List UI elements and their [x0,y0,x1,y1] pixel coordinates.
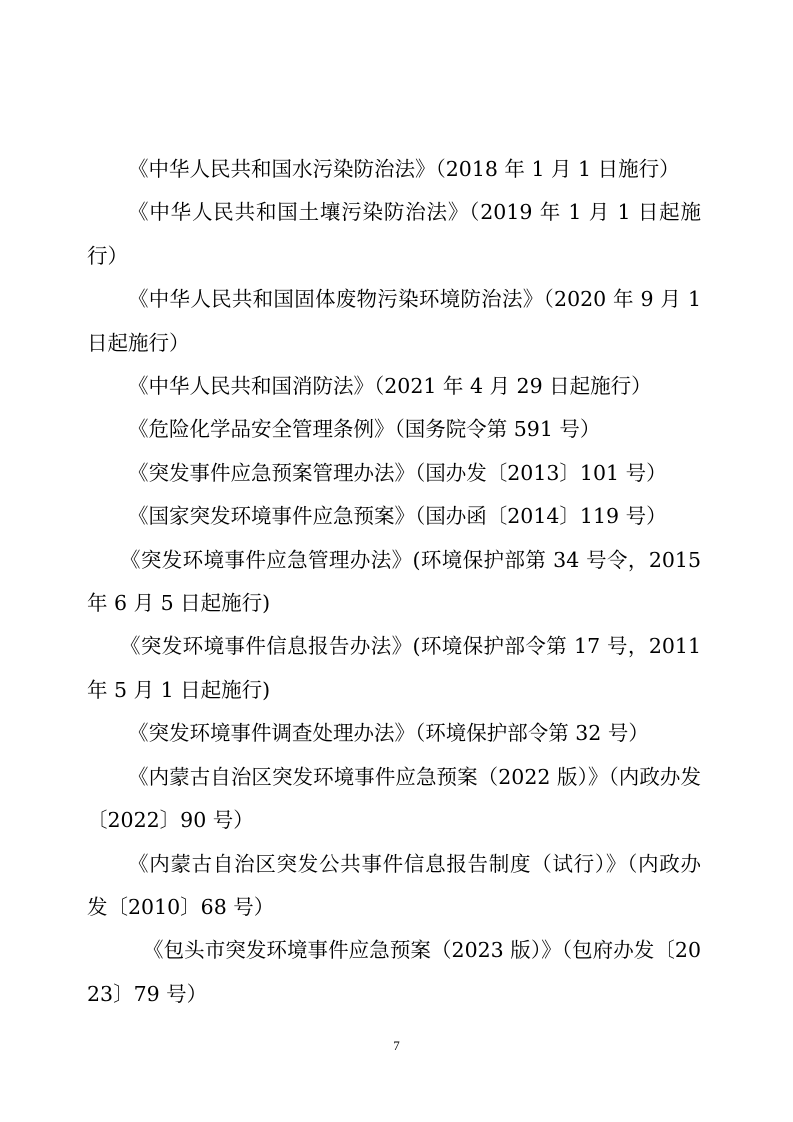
reference-item: 《突发事件应急预案管理办法》（国办发〔2013〕101 号） [128,460,667,485]
page-number: 7 [393,1038,400,1053]
reference-item: 《中华人民共和国消防法》（2021 年 4 月 29 日起施行） [128,374,652,399]
reference-list [87,148,701,1016]
reference-item: 《突发环境事件应急管理办法》(环境保护部第 34 号令，2015 年 6 月 5 日起施行) [87,547,701,616]
reference-item: 《危险化学品安全管理条例》（国务院令第 591 号） [128,417,601,442]
reference-item: 《内蒙古自治区突发公共事件信息报告制度（试行）》（内政办发〔2010〕68 号） [87,851,701,919]
reference-item: 《中华人民共和国水污染防治法》（2018 年 1 月 1 日施行） [128,157,680,181]
reference-item: 《内蒙古自治区突发环境事件应急预案（2022 版）》（内政办发〔2022〕90 号） [87,764,701,833]
reference-item: 《突发环境事件信息报告办法》(环境保护部令第 17 号，2011 年 5 月 1 日起施行) [87,634,701,702]
reference-item: 《中华人民共和国土壤污染防治法》（2019 年 1 月 1 日起施行） [87,200,701,268]
reference-item: 《中华人民共和国固体废物污染环境防治法》（2020 年 9 月 1 日起施行） [87,287,701,355]
reference-item: 《国家突发环境事件应急预案》（国办函〔2014〕119 号） [128,504,667,529]
reference-item: 《突发环境事件调查处理办法》（环境保护部令第 32 号） [128,721,649,746]
reference-item: 《包头市突发环境事件应急预案（2023 版）》（包府办发〔2023〕79 号） [87,938,701,1006]
